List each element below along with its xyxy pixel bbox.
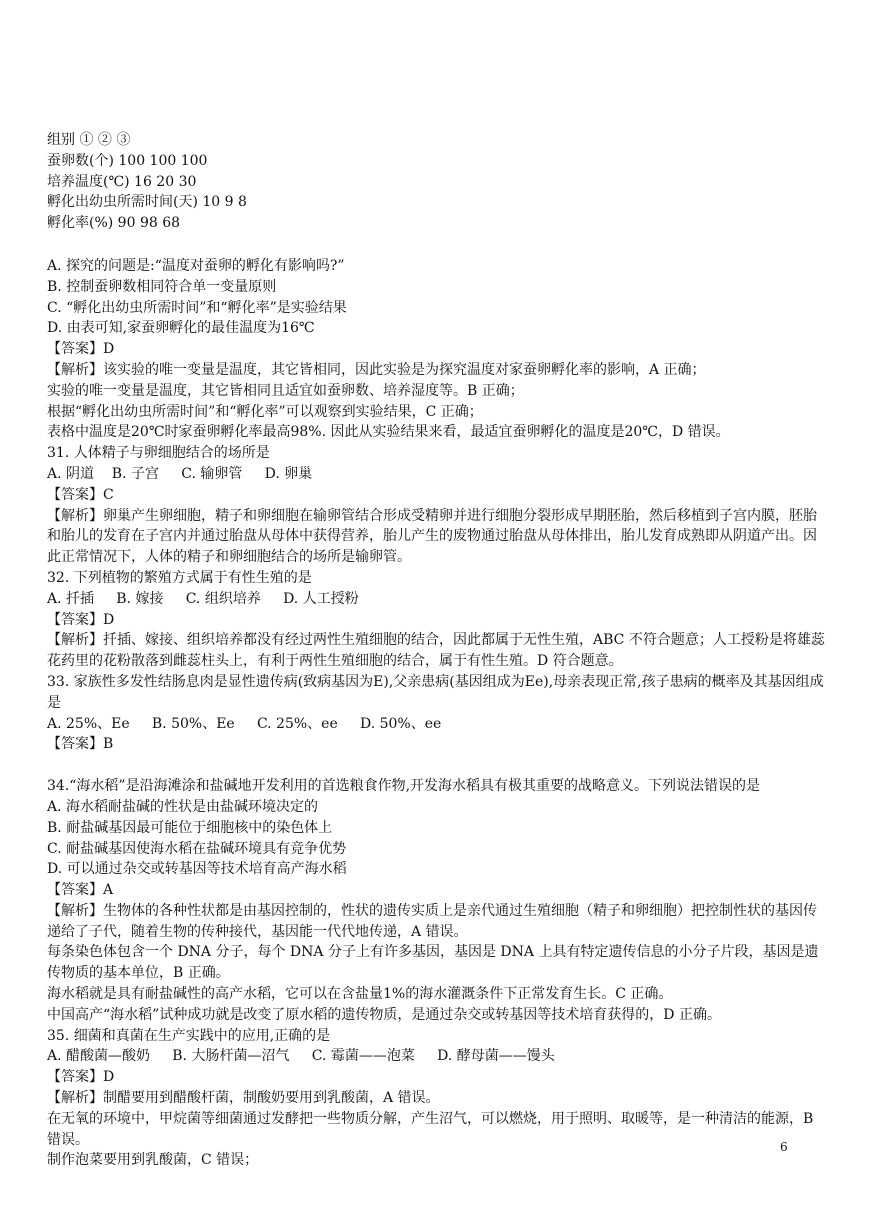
question-text: 35. 细菌和真菌在生产实践中的应用,正确的是 bbox=[47, 1027, 331, 1044]
option: D. 由表可知,家蚕卵孵化的最佳温度为16℃ bbox=[47, 320, 315, 337]
table-row: 组别 ① ② ③ bbox=[47, 132, 131, 148]
table-row: 孵化出幼虫所需时间(天) 10 9 8 bbox=[47, 194, 247, 211]
table-row: 孵化率(%) 90 98 68 bbox=[47, 215, 181, 232]
analysis: 海水稻就是具有耐盐碱性的高产水稻，它可以在含盐量1%的海水灌溉条件下正常发育生长。C 正确。 bbox=[47, 986, 673, 1003]
analysis: 【解析】卵巢产生卵细胞，精子和卵细胞在输卵管结合形成受精卵并进行细胞分裂形成早期胚胎，然后移植到子宫内膜，胚胎和胎儿的发育在子宫内并通过胎盘从母体中获得营养，胎儿产生的废物通过胎盘从母体排出，胎儿发育成熟即从阴道产出。因此正常情况下，人体的精子和卵细胞结合的场所是输卵管。 bbox=[47, 507, 817, 566]
document-page bbox=[47, 130, 827, 1171]
question-34 bbox=[47, 776, 827, 1026]
answer: 【答案】D bbox=[47, 611, 115, 628]
table-row: 蚕卵数(个) 100 100 100 bbox=[47, 152, 208, 169]
answer: 【答案】C bbox=[47, 486, 114, 503]
question-35 bbox=[47, 1026, 827, 1172]
option: A. 海水稻耐盐碱的性状是由盐碱环境决定的 bbox=[47, 798, 319, 815]
options-line: A. 25%、Ee B. 50%、Ee C. 25%、ee D. 50%、ee bbox=[47, 715, 442, 732]
analysis: 根据“孵化出幼虫所需时间”和“孵化率”可以观察到实验结果，C 正确； bbox=[47, 403, 483, 420]
question-32 bbox=[47, 568, 827, 672]
answer: 【答案】D bbox=[47, 341, 115, 358]
option: C. “孵化出幼虫所需时间”和“孵化率”是实验结果 bbox=[47, 299, 347, 316]
analysis: 【解析】生物体的各种性状都是由基因控制的，性状的遗传实质上是亲代通过生殖细胞（精子和卵细胞）把控制性状的基因传递给了子代，随着生物的传种接代，基因能一代代地传递，A 错误。 bbox=[47, 902, 817, 940]
option: D. 可以通过杂交或转基因等技术培育高产海水稻 bbox=[47, 861, 347, 878]
analysis: 表格中温度是20℃时家蚕卵孵化率最高98%. 因此从实验结果来看，最适宜蚕卵孵化的温度是20℃，D 错误。 bbox=[47, 424, 730, 441]
analysis: 【解析】制醋要用到醋酸杆菌，制酸奶要用到乳酸菌，A 错误。 bbox=[47, 1090, 440, 1107]
analysis: 实验的唯一变量是温度，其它皆相同且适宜如蚕卵数、培养湿度等。B 正确； bbox=[47, 382, 524, 399]
analysis: 【解析】扦插、嫁接、组织培养都没有经过两性生殖细胞的结合，因此都属于无性生殖，ABC 不符合题意；人工授粉是将雄蕊花药里的花粉散落到雌蕊柱头上，有利于两性生殖细胞的结合，属于有性生殖。D 符合题意。 bbox=[47, 632, 825, 670]
analysis: 在无氧的环境中，甲烷菌等细菌通过发酵把一些物质分解，产生沼气，可以燃烧，用于照明、取暖等，是一种清洁的能源，B 错误。 bbox=[47, 1110, 818, 1148]
analysis: 【解析】该实验的唯一变量是温度，其它皆相同，因此实验是为探究温度对家蚕卵孵化率的影响，A 正确； bbox=[47, 361, 706, 378]
options-line: A. 阴道 B. 子宫 C. 输卵管 D. 卵巢 bbox=[47, 465, 313, 482]
page-number: 6 bbox=[780, 1140, 788, 1154]
analysis: 制作泡菜要用到乳酸菌，C 错误； bbox=[47, 1152, 259, 1169]
question-33 bbox=[47, 672, 827, 755]
data-table bbox=[47, 130, 827, 234]
option: B. 耐盐碱基因最可能位于细胞核中的染色体上 bbox=[47, 819, 333, 836]
question-text: 32. 下列植物的繁殖方式属于有性生殖的是 bbox=[47, 569, 312, 586]
option: A. 探究的问题是:“温度对蚕卵的孵化有影响吗?” bbox=[47, 257, 345, 274]
question-text: 34.“海水稻”是沿海滩涂和盐碱地开发利用的首选粮食作物,开发海水稻具有极其重要的战略意义。下列说法错误的是 bbox=[47, 778, 761, 795]
question-31 bbox=[47, 443, 827, 568]
question-30 bbox=[47, 256, 827, 443]
answer: 【答案】D bbox=[47, 1069, 115, 1086]
options-line: A. 扦插 B. 嫁接 C. 组织培养 D. 人工授粉 bbox=[47, 590, 359, 607]
options-line: A. 醋酸菌—酸奶 B. 大肠杆菌—沼气 C. 霉菌——泡菜 D. 酵母菌——馒头 bbox=[47, 1048, 555, 1065]
option: C. 耐盐碱基因使海水稻在盐碱环境具有竞争优势 bbox=[47, 840, 347, 857]
answer: 【答案】B bbox=[47, 736, 114, 753]
analysis: 中国高产“海水稻”试种成功就是改变了原水稻的遗传物质，是通过杂交或转基因等技术培育获得的，D 正确。 bbox=[47, 1006, 721, 1023]
option: B. 控制蚕卵数相同符合单一变量原则 bbox=[47, 278, 277, 295]
question-text: 31. 人体精子与卵细胞结合的场所是 bbox=[47, 445, 270, 462]
analysis: 每条染色体包含一个 DNA 分子，每个 DNA 分子上有许多基因，基因是 DNA 上具有特定遗传信息的小分子片段，基因是遗传物质的基本单位，B 正确。 bbox=[47, 944, 819, 982]
answer: 【答案】A bbox=[47, 882, 114, 899]
table-row: 培养温度(℃) 16 20 30 bbox=[47, 173, 197, 190]
question-text: 33. 家族性多发性结肠息肉是显性遗传病(致病基因为E),父亲患病(基因组成为Ee),母亲表现正常,孩子患病的概率及其基因组成是 bbox=[47, 673, 824, 711]
